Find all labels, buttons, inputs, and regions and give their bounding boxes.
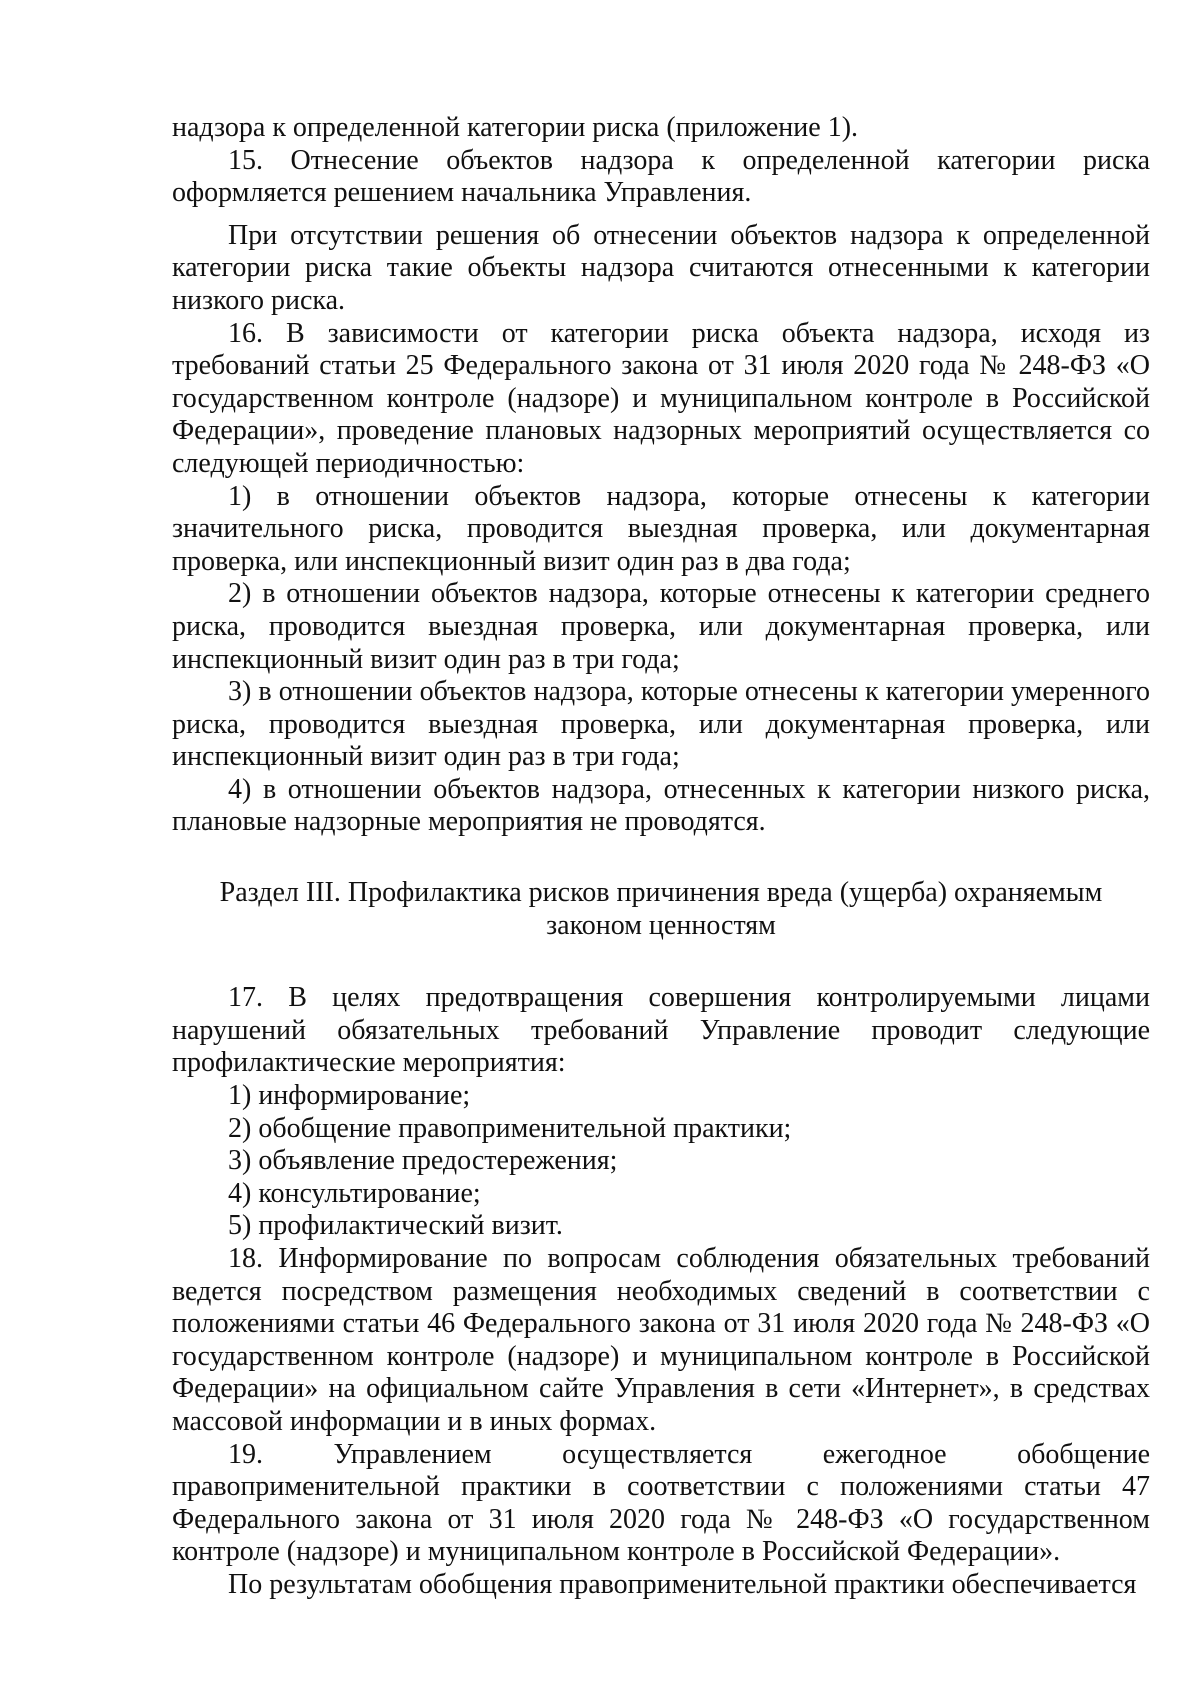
paragraph-18: 18. Информирование по вопросам соблюдения обязательных требований ведется посредством размещения необходимых сведений в соответствии с положениями статьи 46 Федерального закона от 31 июля 2020 года № 248-ФЗ «О государственном контроле (надзоре) и муниципальном контроле в Российской Федерации» на официальном сайте Управления в сети «Интернет», в средствах массовой информации и в иных формах. xyxy=(172,1243,1150,1437)
paragraph-16: 16. В зависимости от категории риска объекта надзора, исходя из требований статьи 25 Федерального закона от 31 июля 2020 года № 248-ФЗ «О государственном контроле (надзоре) и муниципальном контроле в Российской Федерации», проведение плановых надзорных мероприятий осуществляется со следующей периодичностью: xyxy=(172,317,1150,479)
paragraph-16-item-1: 1) в отношении объектов надзора, которые отнесены к категории значительного риска, проводится выездная проверка, или документарная проверка, или инспекционный визит один раз в два года; xyxy=(172,480,1150,577)
paragraph-19: 19. Управлением осуществляется ежегодное обобщение правоприменительной практики в соответствии с положениями статьи 47 Федерального закона от 31 июля 2020 года № 248-ФЗ «О государственном контроле (надзоре) и муниципальном контроле в Российской Федерации». xyxy=(172,1438,1150,1568)
paragraph-16-item-2: 2) в отношении объектов надзора, которые отнесены к категории среднего риска, проводится выездная проверка, или документарная проверка, или инспекционный визит один раз в три года; xyxy=(172,578,1150,675)
paragraph-results: По результатам обобщения правоприменительной практики обеспечивается xyxy=(228,1568,1137,1600)
list-item: 3) объявление предостережения; xyxy=(228,1145,618,1177)
paragraph-no-decision: При отсутствии решения об отнесении объектов надзора к определенной категории риска такие объекты надзора считаются отнесенными к категории низкого риска. xyxy=(172,219,1150,316)
section-heading: Раздел III. Профилактика рисков причинения вреда (ущерба) охраняемым законом ценностям xyxy=(219,877,1103,941)
list-item: 2) обобщение правоприменительной практики; xyxy=(228,1112,792,1144)
paragraph-1: надзора к определенной категории риска (приложение 1). xyxy=(172,112,859,143)
prevention-measures-list xyxy=(172,1080,1150,1243)
paragraph-17: 17. В целях предотвращения совершения контролируемыми лицами нарушений обязательных требований Управление проводит следующие профилактические мероприятия: xyxy=(172,982,1150,1079)
document-body xyxy=(172,112,1150,1602)
list-item: 5) профилактический визит. xyxy=(228,1210,563,1242)
paragraph-16-item-3: 3) в отношении объектов надзора, которые отнесены к категории умеренного риска, проводится выездная проверка, или документарная проверка, или инспекционный визит один раз в три года; xyxy=(172,676,1150,773)
list-item: 1) информирование; xyxy=(228,1080,471,1112)
paragraphs-after-section xyxy=(172,982,1150,1601)
list-item: 4) консультирование; xyxy=(228,1177,481,1209)
paragraphs-before-section xyxy=(172,112,1150,839)
paragraph-15: 15. Отнесение объектов надзора к определенной категории риска оформляется решением начальника Управления. xyxy=(172,144,1150,209)
paragraph-16-item-4: 4) в отношении объектов надзора, отнесенных к категории низкого риска, плановые надзорные мероприятия не проводятся. xyxy=(172,773,1150,838)
